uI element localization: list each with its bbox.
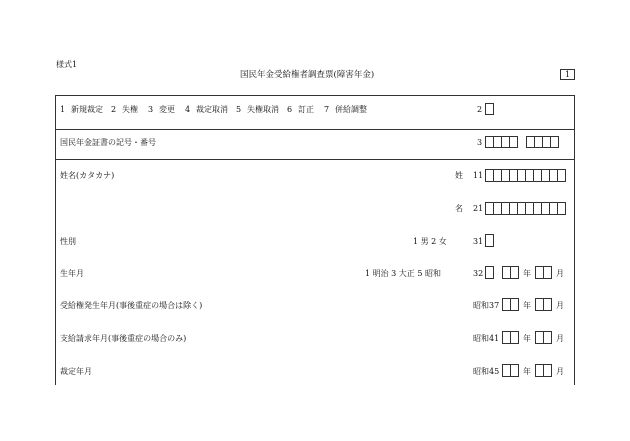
name-label: 姓名(カタカナ) (60, 171, 115, 180)
page-number-box: 1 (560, 69, 575, 80)
divider-top (55, 129, 575, 130)
surname-field-number: 11 (473, 171, 484, 180)
decision-month-box-2[interactable] (543, 364, 552, 377)
reason-code-box[interactable] (485, 103, 494, 115)
form-title: 国民年金受給権者調査票(障害年金) (240, 70, 375, 80)
reason-label-3: 変更 (159, 105, 175, 114)
given-name-char-box[interactable] (557, 202, 566, 215)
birth-month-unit: 月 (556, 269, 564, 278)
claim-era-prefix: 昭和41 (473, 334, 500, 343)
claim-year-box-2[interactable] (510, 331, 519, 344)
accrual-year-box-2[interactable] (510, 298, 519, 311)
reason-label-4: 裁定取消 (196, 105, 228, 114)
sex-label: 性別 (60, 237, 76, 246)
birth-era-box[interactable] (485, 266, 494, 279)
reason-code-6: 6 (287, 105, 293, 114)
accrual-year-unit: 年 (523, 301, 531, 310)
reason-label-2: 失権 (122, 105, 138, 114)
surname-char-box[interactable] (557, 169, 566, 182)
sex-options: 1 男 2 女 (413, 237, 447, 246)
birth-label: 生年月 (60, 269, 84, 278)
given-name-label: 名 (455, 204, 463, 213)
claim-month-box-2[interactable] (543, 331, 552, 344)
reason-label-5: 失権取消 (247, 105, 279, 114)
accrual-month-box-2[interactable] (543, 298, 552, 311)
reason-label-6: 訂正 (298, 105, 314, 114)
cert-symbol-box-4[interactable] (509, 136, 518, 148)
given-name-field-number: 21 (473, 204, 484, 213)
decision-label: 裁定年月 (60, 367, 92, 376)
birth-year-box-2[interactable] (510, 266, 519, 279)
cert-number-box-4[interactable] (550, 136, 559, 148)
accrual-label: 受給権発生年月(事後重症の場合は除く) (60, 301, 203, 310)
reason-field-number: 2 (477, 105, 483, 114)
decision-year-unit: 年 (523, 367, 531, 376)
reason-label-7: 併給調整 (335, 105, 367, 114)
reason-code-5: 5 (236, 105, 242, 114)
claim-label: 支給請求年月(事後重症の場合のみ) (60, 334, 187, 343)
reason-code-7: 7 (324, 105, 330, 114)
sex-field-number: 31 (473, 237, 484, 246)
birth-month-box-2[interactable] (543, 266, 552, 279)
surname-label: 姓 (455, 171, 463, 180)
cert-label: 国民年金証書の記号・番号 (60, 138, 156, 147)
birth-field-number: 32 (473, 269, 484, 278)
reason-code-3: 3 (148, 105, 154, 114)
sex-code-box[interactable] (485, 234, 494, 247)
accrual-month-unit: 月 (556, 301, 564, 310)
form-id: 様式1 (56, 60, 78, 69)
cert-field-number: 3 (477, 138, 483, 147)
birth-year-unit: 年 (523, 269, 531, 278)
decision-year-box-2[interactable] (510, 364, 519, 377)
reason-code-4: 4 (185, 105, 191, 114)
divider-main (55, 159, 575, 160)
reason-code-1: 1 (60, 105, 66, 114)
claim-year-unit: 年 (523, 334, 531, 343)
reason-code-2: 2 (111, 105, 117, 114)
reason-label-1: 新規裁定 (71, 105, 103, 114)
claim-month-unit: 月 (556, 334, 564, 343)
decision-era-prefix: 昭和45 (473, 367, 500, 376)
birth-era-options: 1 明治 3 大正 5 昭和 (365, 269, 441, 278)
accrual-era-prefix: 昭和37 (473, 301, 500, 310)
decision-month-unit: 月 (556, 367, 564, 376)
